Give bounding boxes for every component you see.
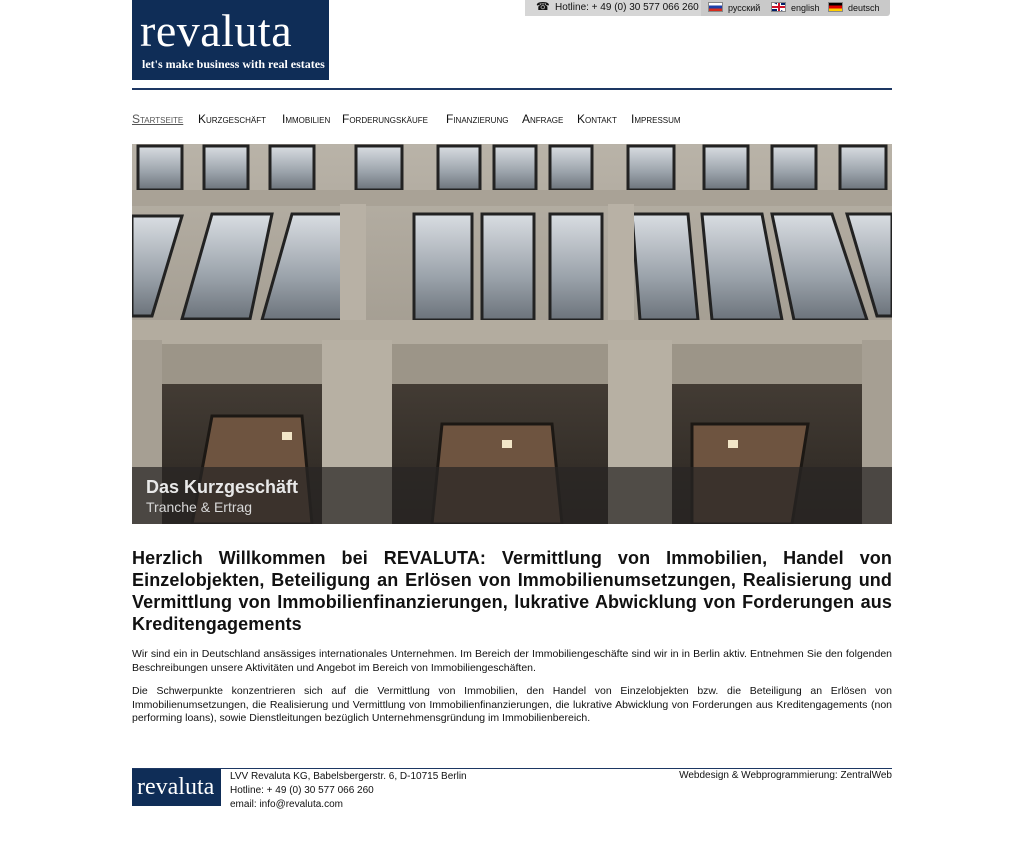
footer-contact [230,770,467,812]
hero-caption [132,467,892,524]
hero-banner[interactable] [132,144,892,524]
flag-uk-icon [771,2,786,12]
footer-logo-name: revaluta [137,774,215,800]
footer-address: LVV Revaluta KG, Babelsbergerstr. 6, D-10715 Berlin [230,771,467,782]
hero-subtitle: Tranche & Ertrag [146,499,253,515]
welcome-headline: Herzlich Willkommen bei REVALUTA: Vermittlung von Immobilien, Handel von Einzelobjekten, Beteiligung an Erlösen von Immobilienumsetzungen, Realisierung und Vermittlung von Immobilienfinanzierungen, lukrative Abwicklung von Forderungen aus Kreditengagements [132,548,892,634]
focus-paragraph: Die Schwerpunkte konzentrieren sich auf die Vermittlung von Immobilien, den Handel von Einzelobjekten bzw. die Beteiligung an Erlösen von Immobilienumsetzungen, die Realisierung und Vermittlung von Immobilienfinanzierungen, die lukrative Abwicklung von Forderungen aus Kreditengagements (non performing loans), sowie Dienstleitungen bezüglich Unternehmensgründung im Immobilienbereich. [132,685,892,724]
nav-anfrage[interactable]: Anfrage [522,112,564,126]
logo-tagline: let's make business with real estates [142,57,325,71]
footer-credit-link[interactable]: Webdesign & Webprogrammierung: ZentralWeb [679,770,892,781]
flag-ru-icon [708,2,723,12]
site-logo[interactable] [132,0,329,80]
footer-logo[interactable] [132,769,221,806]
flag-de-icon [828,2,843,12]
footer-hotline: Hotline: + 49 (0) 30 577 066 260 [230,785,374,796]
top-bar [525,0,890,16]
lang-label: русский [728,3,761,13]
footer-divider [132,768,892,769]
lang-label: english [791,3,820,13]
page [132,0,892,851]
nav-immobilien[interactable]: Immobilien [282,112,331,126]
nav-impressum[interactable]: Impressum [631,112,681,126]
hotline-box [525,0,701,16]
lang-label: deutsch [848,3,880,13]
hero-title: Das Kurzgeschäft [146,477,299,497]
nav-forderungskaeufe[interactable]: Forderungskäufe [342,112,429,126]
nav-finanzierung[interactable]: Finanzierung [446,112,509,126]
logo-name: revaluta [140,5,293,56]
footer-email-link[interactable]: email: info@revaluta.com [230,799,343,810]
phone-icon: ☎ [536,1,550,13]
nav-startseite[interactable]: Startseite [132,112,184,126]
intro-paragraph: Wir sind ein in Deutschland ansässiges internationales Unternehmen. Im Bereich der Immobiliengeschäfte sind wir in in Berlin aktiv. Entnehmen Sie den folgenden Beschreibungen unsere Aktivitäten und Angebot im Bereich von Immobiliengeschäften. [132,648,892,674]
nav-kontakt[interactable]: Kontakt [577,112,617,126]
hotline-text: Hotline: + 49 (0) 30 577 066 260 [555,2,699,13]
nav-kurzgeschaeft[interactable]: Kurzgeschäft [198,112,267,126]
header-divider [132,88,892,90]
